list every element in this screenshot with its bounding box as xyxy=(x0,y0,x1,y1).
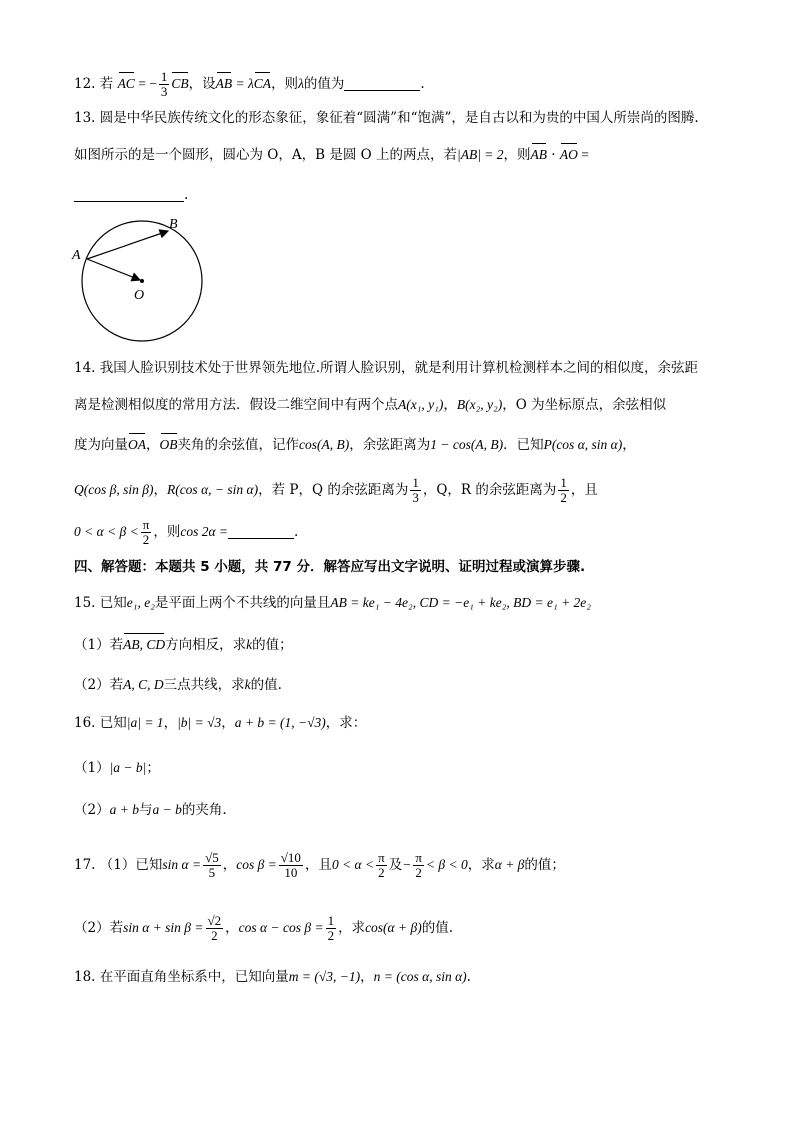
q15-part2 xyxy=(74,675,282,695)
center-point xyxy=(140,279,144,283)
frac-num: 1 xyxy=(560,475,567,490)
label-a: A xyxy=(72,248,81,263)
q17-part1 xyxy=(74,851,565,880)
sep: ， xyxy=(153,482,167,498)
abs-ab: |AB| = 2 xyxy=(456,147,504,162)
q16-p2b: 的夹角. xyxy=(181,802,227,818)
q16-line1a: 16. 已知 xyxy=(74,715,127,731)
q16-p1a: （1） xyxy=(74,760,110,776)
sep: ， xyxy=(225,920,239,936)
vec-sum: a + b xyxy=(109,802,139,817)
q16-part2 xyxy=(74,800,227,820)
q15-line1 xyxy=(74,593,591,613)
cond-beta: < β < 0 xyxy=(425,857,468,872)
q17-end1: 的值； xyxy=(524,857,565,873)
fraction-pi-half xyxy=(141,518,152,547)
q15-line1a: 15. 已知 xyxy=(74,595,127,611)
var-k: k xyxy=(246,637,253,652)
frac-den: 3 xyxy=(412,490,419,505)
vector-ab: AB xyxy=(216,74,233,94)
q12-eq2-mid: = λ xyxy=(232,76,254,91)
frac-den: 2 xyxy=(378,865,385,880)
q18-line1a: 18. 在平面直角坐标系中，已知向量 xyxy=(74,969,289,985)
q13-end: . xyxy=(184,187,189,203)
answer-blank-q12[interactable] xyxy=(344,76,420,91)
vector-ac: AC xyxy=(118,74,135,94)
vector-cb: CB xyxy=(171,74,188,94)
q14-end: . xyxy=(294,524,299,540)
frac-den: 2 xyxy=(211,928,218,943)
section-heading: 四、解答题：本题共 5 小题，共 77 分．解答应写出文字说明、证明过程或演算步骤. xyxy=(74,559,586,575)
point-a: A(x₁, y₁) xyxy=(398,397,444,412)
q14-line3c: ，余弦距离为 xyxy=(349,437,431,453)
sep: ，且 xyxy=(304,857,332,873)
q14-line1: 14. 我国人脸识别技术处于世界领先地位.所谓人脸识别，就是利用计算机检测样本之间的相似度，余弦距 xyxy=(74,360,699,376)
q14-line5 xyxy=(74,518,298,547)
frac-num: 1 xyxy=(160,69,168,84)
frac-den: 2 xyxy=(415,865,422,880)
cond-sum: a + b = (1, −√3) xyxy=(234,715,326,730)
sin-alpha: sin α = xyxy=(162,857,202,872)
q15-equations: AB = ke₁ − 4e₂, CD = −e₁ + ke₂, BD = e₁ + 2e₂ xyxy=(330,595,591,610)
q16-line1b: ，求： xyxy=(325,715,367,731)
q14-line3 xyxy=(74,435,636,455)
answer-blank-q13[interactable] xyxy=(74,187,184,202)
cond-b: |b| = √3 xyxy=(177,715,222,730)
q15-p1c: 的值； xyxy=(252,637,293,653)
q16-part1 xyxy=(74,758,160,778)
vec-diff: a − b xyxy=(152,802,182,817)
cos-diff: cos α − cos β = xyxy=(238,920,324,935)
q15-part1 xyxy=(74,635,293,655)
q14-line4a: ，若 P，Q 的余弦距离为 xyxy=(258,482,409,498)
fraction-sqrt2-2 xyxy=(206,914,224,943)
q16-p1b: ； xyxy=(146,760,160,776)
q14-line5b: ，则 xyxy=(153,524,181,540)
q12-text2: ，设 xyxy=(188,76,216,92)
alpha-plus-beta: α + β xyxy=(494,857,525,872)
q16-line1 xyxy=(74,713,366,733)
fraction-one-third xyxy=(410,476,421,505)
q12-number: 12. 若 xyxy=(74,76,114,92)
q18-line1 xyxy=(74,967,471,987)
q12-text4: 的值为 xyxy=(303,76,345,92)
vectors-ab-cd: AB, CD xyxy=(123,635,165,655)
label-b: B xyxy=(169,217,178,232)
cond-a: |a| = 1 xyxy=(126,715,164,730)
sep: ， xyxy=(163,715,178,731)
q17-p2a: （2）若 xyxy=(74,920,124,936)
q14-line2a: 离是检测相似度的常用方法．假设二维空间中有两个点 xyxy=(74,397,398,413)
frac-num: π xyxy=(415,850,422,865)
sep: ， xyxy=(360,969,374,985)
frac-num: π xyxy=(142,517,150,532)
q13-line2b: ，则 xyxy=(503,147,531,163)
q17-end2: 的值. xyxy=(421,920,454,936)
fraction-pi-half xyxy=(413,851,424,880)
sep: ， xyxy=(222,857,237,873)
cond-alpha: 0 < α < xyxy=(331,857,375,872)
frac-num: √10 xyxy=(280,850,301,865)
q12-eq1-mid: = − xyxy=(134,76,157,91)
q14-line4c: ，且 xyxy=(570,482,598,498)
vector-n: n = (cos α, sin α) xyxy=(373,969,467,984)
q18-end: . xyxy=(466,969,471,985)
q14-line3a: 度为向量 xyxy=(74,437,128,453)
q17-s3: ，求 xyxy=(467,857,495,873)
point-p: P(cos α, sin α) xyxy=(543,437,623,452)
vector-m: m = (√3, −1) xyxy=(288,969,361,984)
q14-line2 xyxy=(74,395,666,415)
frac-num: √2 xyxy=(207,913,222,928)
cos-alpha-plus-beta: cos(α + β) xyxy=(365,920,422,935)
frac-num: 1 xyxy=(412,475,419,490)
vector-ob: OB xyxy=(160,435,178,455)
question-12 xyxy=(74,70,425,99)
equals: = xyxy=(577,147,589,162)
vector-ab: AB xyxy=(531,145,548,165)
dot-op: · xyxy=(547,147,560,163)
vector-oa: OA xyxy=(128,435,146,455)
q14-line4 xyxy=(74,476,598,505)
frac-den: 10 xyxy=(284,865,298,880)
q14-line3b: 夹角的余弦值，记作 xyxy=(177,437,299,453)
point-b: B(x₂, y₂) xyxy=(456,397,503,412)
q15-p2c: 的值. xyxy=(250,677,282,693)
point-r: R(cos α, − sin α) xyxy=(166,482,259,497)
minus: − xyxy=(402,857,412,872)
and: 及 xyxy=(388,857,403,873)
frac-num: π xyxy=(378,850,385,865)
sep: ， xyxy=(622,437,636,453)
q13-line2 xyxy=(74,145,589,165)
q15-line1b: 是平面上两个不共线的向量且 xyxy=(154,595,331,611)
q15-p2b: 三点共线，求 xyxy=(163,677,245,693)
q15-p1b: 方向相反，求 xyxy=(165,637,247,653)
arrow-ab xyxy=(87,231,168,259)
fraction-pi-half xyxy=(376,851,387,880)
fraction-one-third xyxy=(159,70,170,99)
frac-den: 2 xyxy=(327,928,335,943)
q15-p1a: （1）若 xyxy=(74,637,124,653)
sep: ， xyxy=(221,715,235,731)
frac-den: 3 xyxy=(160,84,168,99)
cos-beta: cos β = xyxy=(236,857,277,872)
fraction-sqrt10-10 xyxy=(279,851,303,880)
q12-end: . xyxy=(420,76,425,92)
frac-den: 2 xyxy=(560,490,567,505)
frac-den: 2 xyxy=(142,532,150,547)
q16-p2mid: 与 xyxy=(138,802,153,818)
arrow-ao xyxy=(87,259,140,280)
abs-diff: |a − b| xyxy=(109,760,147,775)
point-q: Q(cos β, sin β) xyxy=(74,482,154,497)
q14-line2b: ，O 为坐标原点，余弦相似 xyxy=(502,397,667,413)
lambda-symbol: λ xyxy=(298,76,304,91)
q15-p2a: （2）若 xyxy=(74,677,124,693)
label-o: O xyxy=(134,288,145,303)
frac-num: √5 xyxy=(205,850,219,865)
frac-den: 5 xyxy=(208,865,216,880)
sin-sum: sin α + sin β = xyxy=(123,920,204,935)
frac-num: 1 xyxy=(327,913,335,928)
cos-ab: cos(A, B) xyxy=(299,437,350,452)
q12-text3: ，则 xyxy=(271,76,299,92)
answer-blank-q14[interactable] xyxy=(228,524,294,539)
q14-line3d: ．已知 xyxy=(503,437,544,453)
sep: ， xyxy=(146,437,160,453)
var-k: k xyxy=(244,677,251,692)
circle-figure xyxy=(70,210,220,345)
q17-s5: ，求 xyxy=(338,920,366,936)
points-acd: A, C, D xyxy=(123,677,164,692)
q13-line3 xyxy=(74,185,188,205)
q14-line4b: ，Q，R 的余弦距离为 xyxy=(422,482,557,498)
condition: 0 < α < β < xyxy=(74,524,139,539)
vector-ao: AO xyxy=(560,145,578,165)
fraction-one-half xyxy=(326,914,337,943)
fraction-one-half xyxy=(558,476,569,505)
q17-part2 xyxy=(74,914,453,943)
q13-line2a: 如图所示的是一个圆形，圆心为 O，A，B 是圆 O 上的两点，若 xyxy=(74,147,457,163)
q17-line1a: 17. （1）已知 xyxy=(74,857,163,873)
cos-2alpha: cos 2α = xyxy=(180,524,229,539)
cos-distance: 1 − cos(A, B) xyxy=(430,437,504,452)
vectors-e: e₁, e₂ xyxy=(126,595,155,610)
sep: ， xyxy=(443,397,457,413)
fraction-sqrt5-5 xyxy=(203,851,221,880)
q13-line1: 13. 圆是中华民族传统文化的形态象征，象征着“圆满”和“饱满”，是自古以和为贵的中国人所崇尚的图腾. xyxy=(74,110,699,126)
q16-p2a: （2） xyxy=(74,802,110,818)
vector-ca: CA xyxy=(254,74,271,94)
